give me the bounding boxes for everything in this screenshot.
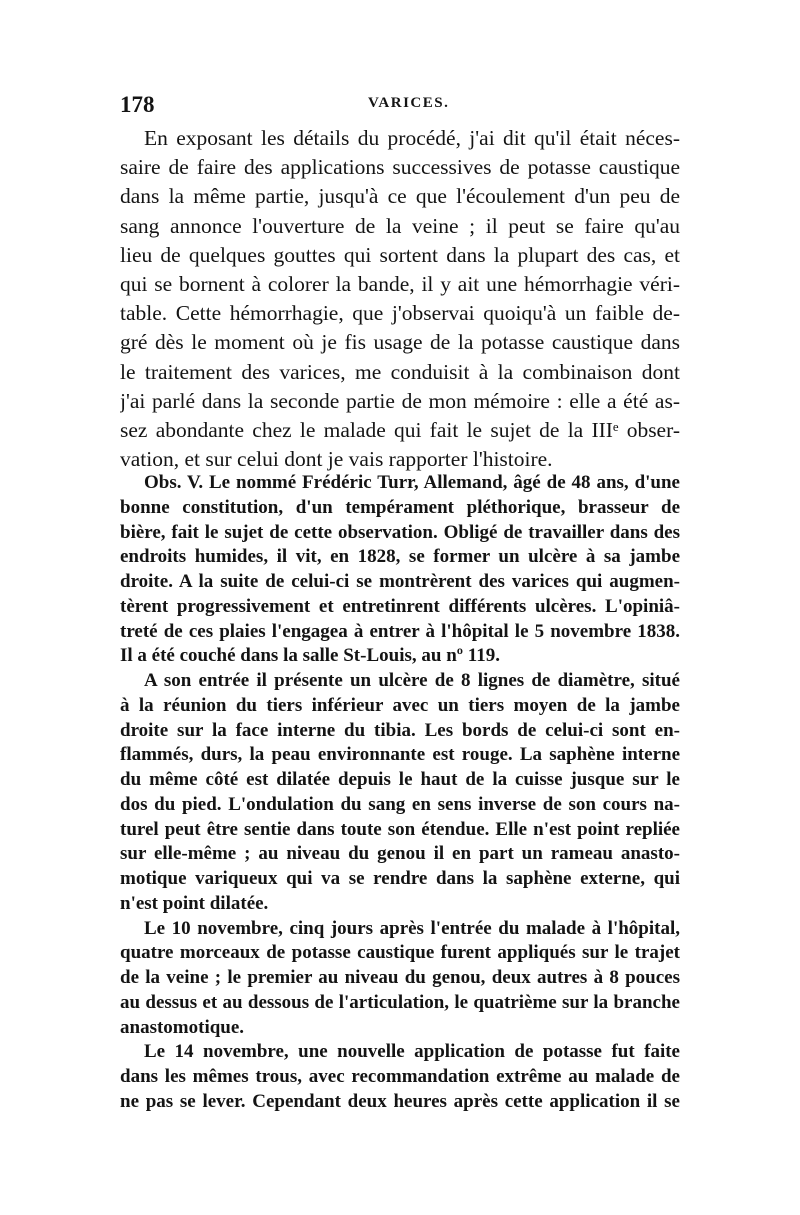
text-line: de la veine ; le premier au niveau du genou, deux autres à 8 pouces [120,967,680,988]
text-line: bonne constitution, d'un tempérament pléthorique, brasseur de [120,496,680,518]
text-line: treté de ces plaies l'engagea à entrer à l'hôpital le 5 novembre 1838. [120,620,680,642]
text-line: dos du pied. L'ondulation du sang en sens inverse de son cours na- [120,793,680,815]
text-line: endroits humides, il vit, en 1828, se former un ulcère à sa jambe [120,546,680,568]
text-line: A son entrée il présente un ulcère de 8 lignes de diamètre, situé [144,670,680,691]
observation-v [120,471,680,1115]
text-line: saire de faire des applications successives de potasse caustique [120,155,680,180]
text-line: du même côté est dilatée depuis le haut de la cuisse jusque sur le [120,769,680,790]
text-line: sur elle-même ; au niveau du genou il en part un rameau anasto- [120,843,680,865]
text-line: En exposant les détails du procédé, j'ai dit qu'il était néces- [144,126,680,150]
text-line: Le 10 novembre, cinq jours après l'entrée du malade à l'hôpital, [144,917,680,939]
text-line: sang annonce l'ouverture de la veine ; il peut se faire qu'au [120,213,680,238]
text-line: Il a été couché dans la salle St-Louis, au nº 119. [120,645,500,667]
text-line: dans les mêmes trous, avec recommandation extrême au malade de [120,1066,680,1087]
text-line: au dessus et au dessous de l'articulation, le quatrième sur la branche [120,991,680,1013]
text-line: j'ai parlé dans la seconde partie de mon mémoire : elle a été as- [120,388,680,413]
text-line: droite sur la face interne du tibia. Les bords de celui-ci sont en- [120,719,680,741]
text-line: qui se bornent à colorer la bande, il y ait une hémorrhagie véri- [120,271,680,296]
text-line: droite. A la suite de celui-ci se montrèrent des varices qui augmen- [120,571,680,592]
page-number: 178 [120,92,155,117]
text-line: table. Cette hémorrhagie, que j'observai quoiqu'à un faible de- [120,301,680,326]
text-line: à la réunion du tiers inférieur avec un tiers moyen de la jambe [120,694,680,716]
text-line: lieu de quelques gouttes qui sortent dans la plupart des cas, et [120,242,680,267]
text-line: sez abondante chez le malade qui fait le sujet de la IIIᵉ obser- [120,417,680,442]
text-line: vation, et sur celui dont je vais rapporter l'histoire. [120,447,553,472]
text-line: le traitement des varices, me conduisit à la combinaison dont [120,359,680,384]
text-line: anastomotique. [120,1016,245,1038]
text-line: tèrent progressivement et entretinrent différents ulcères. L'opiniâ- [120,595,680,617]
text-line: motique variqueux qui va se rendre dans la saphène externe, qui [120,868,680,889]
text-line: quatre morceaux de potasse caustique furent appliqués sur le trajet [120,942,680,964]
intro-paragraph [120,124,680,474]
text-line: Le 14 novembre, une nouvelle application de potasse fut faite [144,1041,680,1063]
text-line: ne pas se lever. Cependant deux heures après cette application il se [120,1090,680,1112]
text-line: Obs. V. Le nommé Frédéric Turr, Allemand, âgé de 48 ans, d'une [144,472,680,493]
text-line: bière, fait le sujet de cette observation. Obligé de travailler dans des [120,521,680,543]
page-header [120,92,680,118]
text-line: n'est point dilatée. [120,892,269,914]
text-line: gré dès le moment où je fis usage de la potasse caustique dans [120,330,680,355]
text-line: turel peut être sentie dans toute son étendue. Elle n'est point repliée [120,818,680,840]
running-title: VARICES. [368,95,450,111]
text-line: dans la même partie, jusqu'à ce que l'écoulement d'un peu de [120,184,680,209]
text-line: flammés, durs, la peau environnante est rouge. La saphène interne [120,744,680,766]
